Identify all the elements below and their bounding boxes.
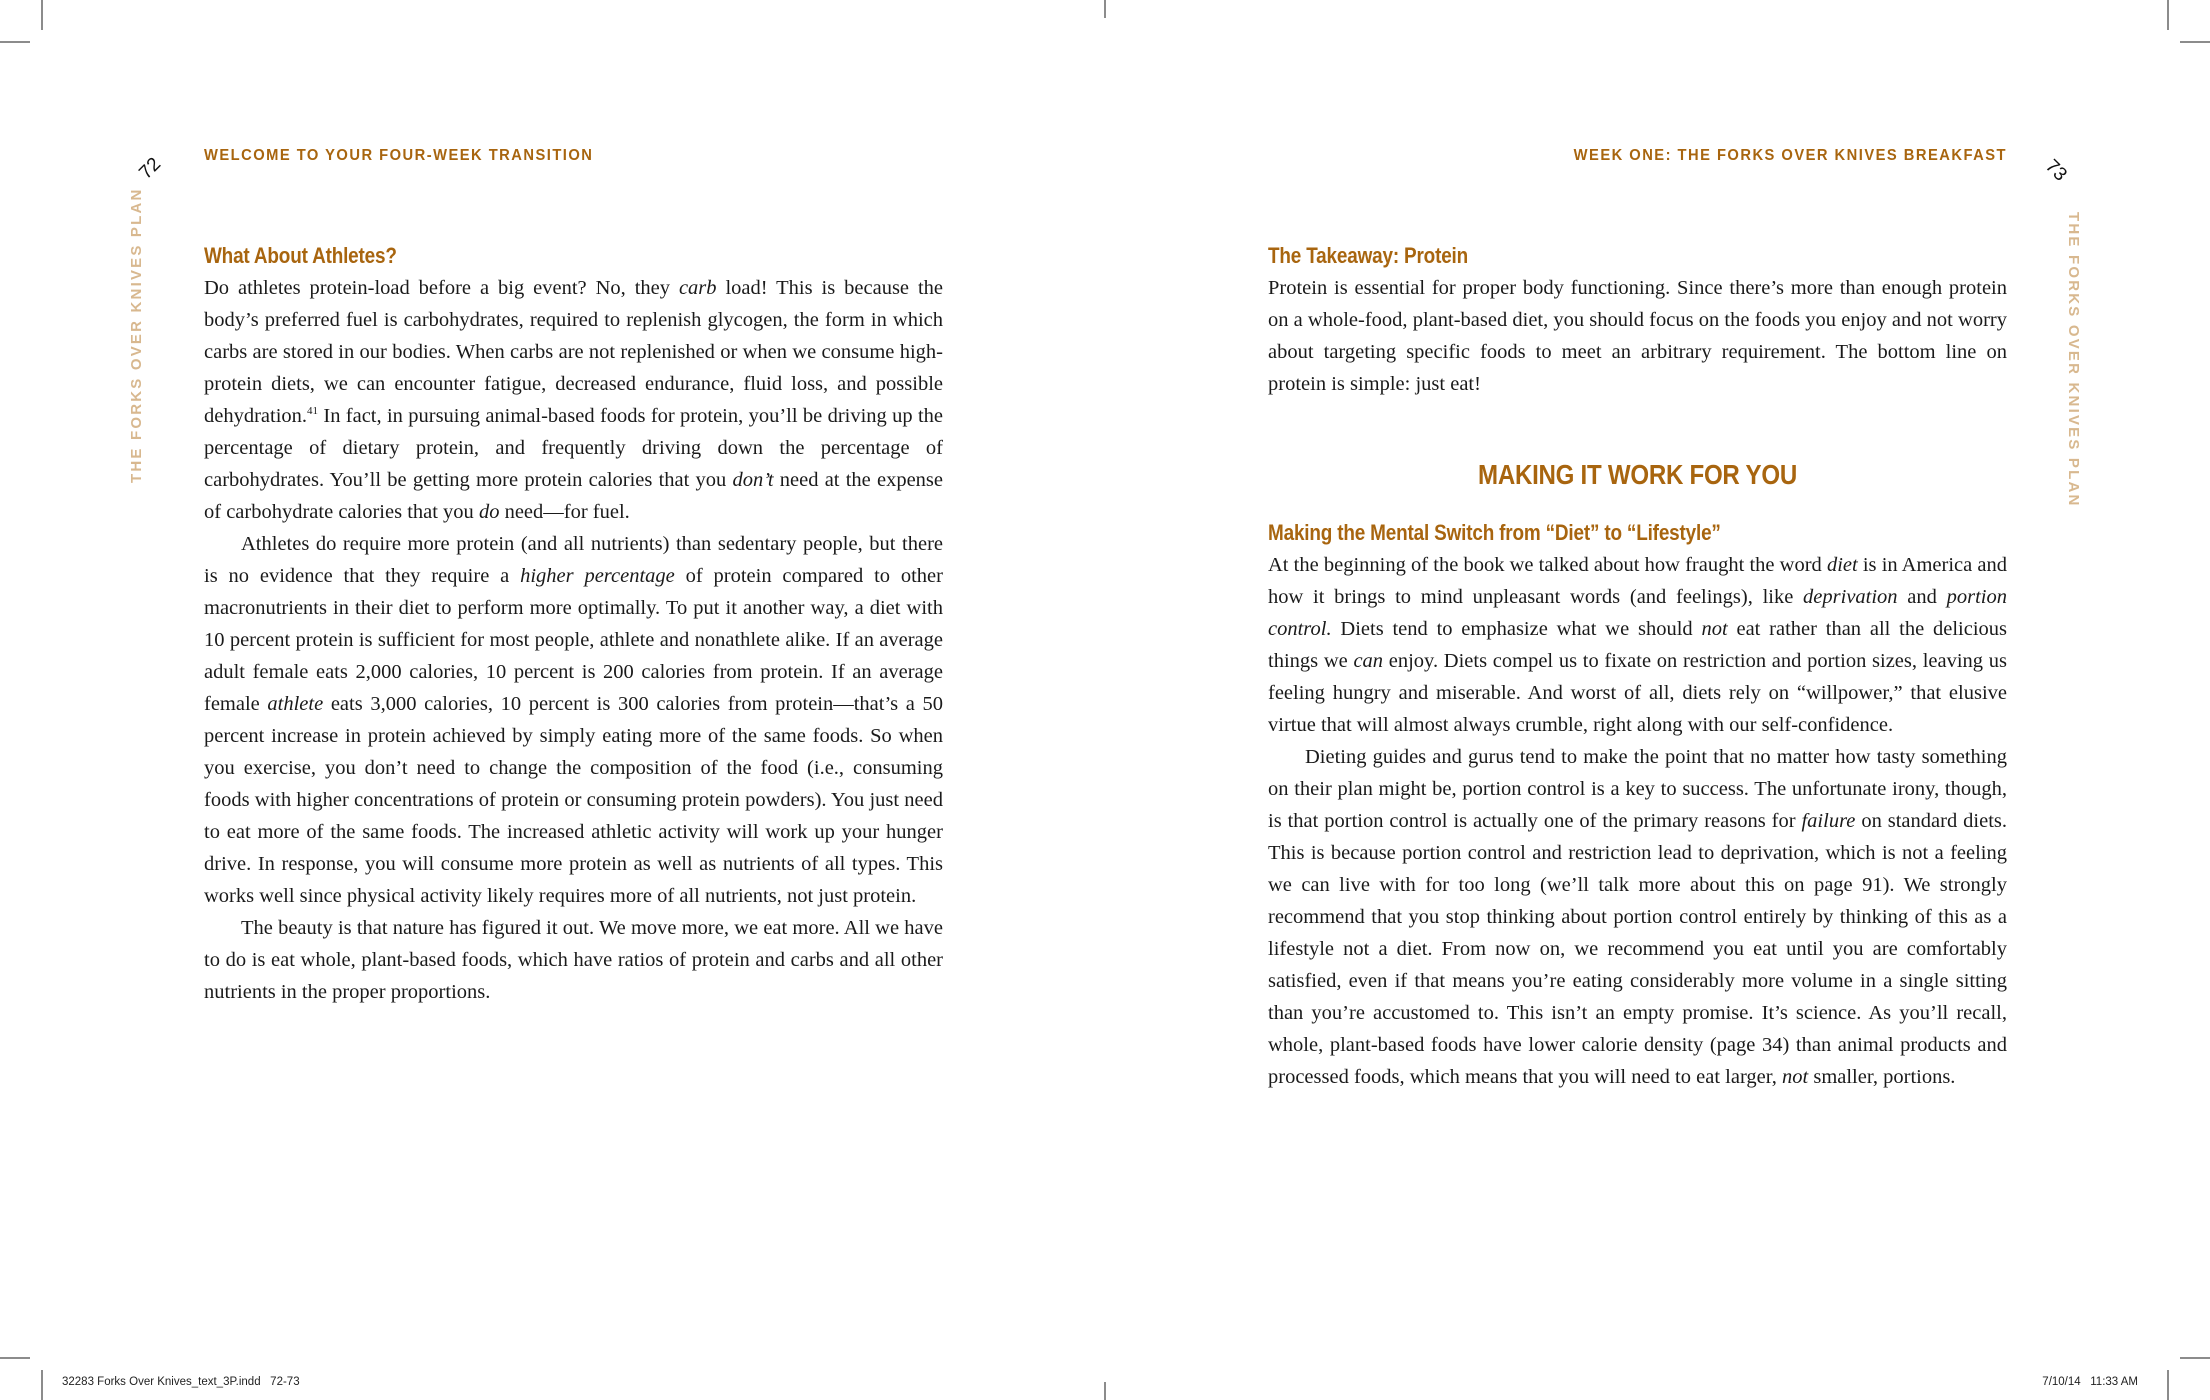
- text-run: on standard diets. This is because portion control and restriction lead to deprivation, which is not a feeling we can live with for too long (we’ll talk more about this on page 91). We strongly recommend that you stop thinking about portion control entirely by thinking of this as a lifestyle not a diet. From now on, we recommend you eat until you are comfortably satisfied, even if that means you’re eating considerably more volume in a single sitting than you’re accustomed to. This isn’t an empty promise. It’s science. As you’ll recall, whole, plant-based foods have lower calorie density (page 34) than animal products and processed foods, which means that you will need to eat larger,: [1268, 810, 2007, 1088]
- text-run: Do athletes protein-load before a big event? No, they: [204, 277, 679, 299]
- subhead-athletes: What About Athletes?: [204, 243, 397, 268]
- emphasis: don’t: [732, 469, 774, 491]
- running-head-right: WEEK ONE: THE FORKS OVER KNIVES BREAKFAST: [1573, 147, 2007, 164]
- paragraph: [1268, 272, 2007, 400]
- text-run: The beauty is that nature has figured it out. We move more, we eat more. All we have to do is eat whole, plant-based foods, which have ratios of protein and carbs and all other nutrients in the proper proportions.: [204, 917, 943, 1003]
- text-run: is in America and how it brings to mind unpleasant words (and feelings), like: [1268, 554, 2007, 608]
- text-run: Dieting guides and gurus tend to make the point that no matter how tasty something on their plan might be, portion control is a key to success. The unfortunate irony, though, is that portion control is actually one of the primary reasons for: [1268, 746, 2007, 832]
- emphasis: do: [478, 501, 500, 523]
- text-run: In fact, in pursuing animal-based foods for protein, you’ll be driving up the percentage of dietary protein, and frequently driving down the percentage of carbohydrates. You’ll be getting more protein calories that you: [204, 405, 943, 491]
- text-run: need at the expense of carbohydrate calories that you: [204, 469, 944, 523]
- crop-mark-bottom-left-v: [41, 1370, 43, 1400]
- paragraph: [204, 912, 943, 1008]
- emphasis: portion control.: [1268, 586, 2007, 640]
- left-page-body: [204, 240, 943, 1008]
- section-heading: MAKING IT WORK FOR YOU: [1478, 459, 1797, 490]
- text-run: eat rather than all the delicious things we: [1268, 618, 2008, 672]
- takeaway-paragraphs: [1268, 272, 2007, 400]
- crop-mark-top-left-h: [0, 41, 30, 43]
- paragraph: [204, 528, 943, 912]
- text-run: load! This is because the body’s preferred fuel is carbohydrates, required to replenish glycogen, the form in which carbs are stored in our bodies. When carbs are not replenished or when we consume high-protein diets, we can encounter fatigue, decreased endurance, fluid loss, and possible dehydration.: [204, 277, 944, 427]
- emphasis: deprivation: [1803, 586, 1898, 608]
- slug-timestamp: 7/10/14 11:33 AM: [2042, 1376, 2138, 1388]
- slug-file-info: 32283 Forks Over Knives_text_3P.indd 72-73: [62, 1376, 300, 1388]
- emphasis: can: [1353, 650, 1384, 672]
- emphasis: not: [1782, 1066, 1809, 1088]
- text-run: Protein is essential for proper body functioning. Since there’s more than enough protein on a whole-food, plant-based diet, you should focus on the foods you enjoy and not worry about targeting specific foods to meet an arbitrary requirement. The bottom line on protein is simple: just eat!: [1268, 277, 2007, 395]
- text-run: enjoy. Diets compel us to fixate on restriction and portion sizes, leaving us feeling hungry and miserable. And worst of all, diets rely on “willpower,” that elusive virtue that will almost always crumble, right along with our self-confidence.: [1268, 650, 2007, 736]
- emphasis: carb: [678, 277, 717, 299]
- crop-mark-top-right-v: [2167, 0, 2169, 30]
- emphasis: athlete: [267, 693, 324, 715]
- paragraph: [1268, 741, 2007, 1093]
- paragraph: [204, 272, 943, 528]
- paragraph: [1268, 549, 2007, 741]
- crop-mark-bottom-right-v: [2167, 1370, 2169, 1400]
- spine-title-left: THE FORKS OVER KNIVES PLAN: [128, 187, 145, 483]
- text-run: Athletes do require more protein (and all nutrients) than sedentary people, but there is no evidence that they require a: [204, 533, 943, 587]
- left-paragraphs: [204, 272, 943, 1008]
- emphasis: diet: [1826, 554, 1858, 576]
- subhead-takeaway-protein: The Takeaway: Protein: [1268, 243, 1469, 268]
- text-run: of protein compared to other macronutrients in their diet to perform more optimally. To put it another way, a diet with 10 percent protein is sufficient for most people, athlete and nonathlete alike. If an average adult female eats 2,000 calories, 10 percent is 200 calories from protein. If an average female: [204, 565, 943, 715]
- emphasis: not: [1701, 618, 1728, 640]
- text-run: and: [1897, 586, 1947, 608]
- text-run: eats 3,000 calories, 10 percent is 300 calories from protein—that’s a 50 percent increase in protein achieved by simply eating more of the same foods. So when you exercise, you don’t need to change the composition of the food (i.e., consuming foods with higher concentrations of protein or consuming protein powders). You just need to eat more of the same foods. The increased athletic activity will work up your hunger drive. In response, you will consume more protein as well as nutrients of all types. This works well since physical activity likely requires more of all nutrients, not just protein.: [204, 693, 944, 907]
- crop-mark-top-right-h: [2180, 41, 2210, 43]
- running-head-left: WELCOME TO YOUR FOUR-WEEK TRANSITION: [204, 147, 594, 164]
- text-run: Diets tend to emphasize what we should: [1331, 618, 1702, 640]
- mental-switch-paragraphs: [1268, 549, 2007, 1093]
- page-number-left: 72: [135, 153, 166, 184]
- subhead-mental-switch: Making the Mental Switch from “Diet” to “Lifestyle”: [1268, 520, 1721, 545]
- emphasis: failure: [1801, 810, 1856, 832]
- text-run: At the beginning of the book we talked about how fraught the word: [1268, 554, 1827, 576]
- crop-mark-top-center: [1104, 0, 1106, 18]
- crop-mark-bottom-right-h: [2180, 1357, 2210, 1359]
- spine-title-right: THE FORKS OVER KNIVES PLAN: [2065, 212, 2082, 508]
- footnote-ref: 41: [307, 405, 319, 418]
- crop-mark-bottom-left-h: [0, 1357, 30, 1359]
- emphasis: higher percentage: [520, 565, 675, 587]
- crop-mark-bottom-center: [1104, 1382, 1106, 1400]
- text-run: smaller, portions.: [1808, 1066, 1956, 1088]
- crop-mark-top-left-v: [41, 0, 43, 30]
- right-page-body: [1268, 240, 2007, 1093]
- page-number-right: 73: [2041, 155, 2071, 186]
- text-run: need—for fuel.: [499, 501, 630, 523]
